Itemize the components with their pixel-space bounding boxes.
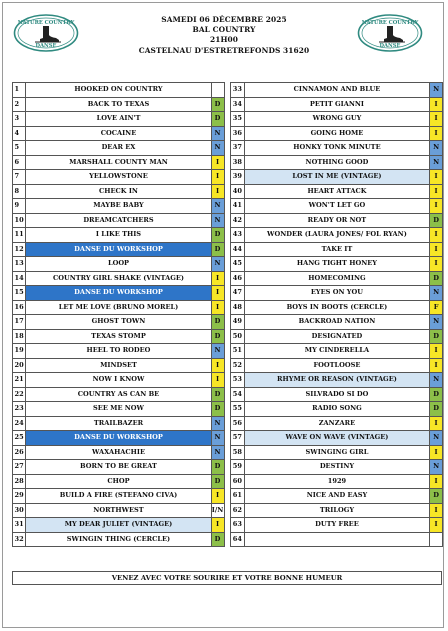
table-row	[13, 126, 443, 141]
song-number: 8	[13, 184, 26, 199]
song-title: DANSE DU WORKSHOP	[26, 286, 211, 301]
table-row	[13, 431, 443, 446]
dance-level: I	[211, 184, 224, 199]
song-number: 44	[231, 242, 244, 257]
song-title: RHYME OR REASON (VINTAGE)	[244, 373, 429, 388]
column-spacer	[224, 155, 231, 170]
song-number: 16	[13, 300, 26, 315]
song-number: 41	[231, 199, 244, 214]
dance-level: N	[430, 315, 443, 330]
table-row	[13, 503, 443, 518]
dance-level: I	[430, 474, 443, 489]
song-number: 33	[231, 83, 244, 98]
dance-level: N	[211, 416, 224, 431]
song-number: 47	[231, 286, 244, 301]
song-number: 58	[231, 445, 244, 460]
column-spacer	[224, 431, 231, 446]
table-row	[13, 532, 443, 547]
dance-level: I	[430, 126, 443, 141]
dance-level: I	[211, 358, 224, 373]
song-title: 1929	[244, 474, 429, 489]
song-title: TRAILBAZER	[26, 416, 211, 431]
song-title: MINDSET	[26, 358, 211, 373]
song-title: ZANZARE	[244, 416, 429, 431]
song-number: 61	[231, 489, 244, 504]
song-title: COUNTRY GIRL SHAKE (VINTAGE)	[26, 271, 211, 286]
column-spacer	[224, 489, 231, 504]
song-number: 4	[13, 126, 26, 141]
dance-level: N	[211, 431, 224, 446]
column-spacer	[224, 402, 231, 417]
song-number: 17	[13, 315, 26, 330]
song-title: TRILOGY	[244, 503, 429, 518]
song-number: 22	[13, 387, 26, 402]
dance-level: N	[430, 83, 443, 98]
dance-level: I	[211, 518, 224, 533]
dance-level	[211, 83, 224, 98]
column-spacer	[224, 329, 231, 344]
song-number: 45	[231, 257, 244, 272]
column-spacer	[224, 83, 231, 98]
song-number: 7	[13, 170, 26, 185]
dance-level: I	[430, 228, 443, 243]
song-number: 64	[231, 532, 244, 547]
dance-level: I	[430, 503, 443, 518]
column-spacer	[224, 474, 231, 489]
song-number: 6	[13, 155, 26, 170]
dance-level: I	[211, 155, 224, 170]
logo-text-bottom: DANSE	[379, 43, 401, 49]
song-number: 39	[231, 170, 244, 185]
column-spacer	[224, 112, 231, 127]
song-number: 53	[231, 373, 244, 388]
column-spacer	[224, 344, 231, 359]
dance-level: N	[211, 257, 224, 272]
dance-level: I	[430, 97, 443, 112]
dance-level: I	[430, 170, 443, 185]
song-number: 38	[231, 155, 244, 170]
dance-level: D	[430, 329, 443, 344]
song-title: WAXAHACHIE	[26, 445, 211, 460]
song-title: RADIO SONG	[244, 402, 429, 417]
table-row	[13, 416, 443, 431]
song-title: LOVE AIN'T	[26, 112, 211, 127]
song-number: 40	[231, 184, 244, 199]
table-row	[13, 228, 443, 243]
song-number: 31	[13, 518, 26, 533]
event-time: 21H00	[209, 35, 239, 45]
column-spacer	[224, 199, 231, 214]
dance-level: I	[430, 344, 443, 359]
song-title: BORN TO BE GREAT	[26, 460, 211, 475]
table-row	[13, 402, 443, 417]
column-spacer	[224, 213, 231, 228]
table-row	[13, 184, 443, 199]
song-title: READY OR NOT	[244, 213, 429, 228]
dance-level: D	[430, 402, 443, 417]
table-row	[13, 199, 443, 214]
column-spacer	[224, 503, 231, 518]
song-title: CHOP	[26, 474, 211, 489]
dance-level: D	[211, 329, 224, 344]
column-spacer	[224, 315, 231, 330]
table-row	[13, 257, 443, 272]
song-title: MAYBE BABY	[26, 199, 211, 214]
song-title: BOYS IN BOOTS (CERCLE)	[244, 300, 429, 315]
song-title: DANSE DU WORKSHOP	[26, 242, 211, 257]
dance-level: I	[211, 170, 224, 185]
dance-level: N	[430, 460, 443, 475]
song-title: LOST IN ME (VINTAGE)	[244, 170, 429, 185]
table-row	[13, 344, 443, 359]
dance-level: D	[430, 489, 443, 504]
song-title: WAVE ON WAVE (VINTAGE)	[244, 431, 429, 446]
table-row	[13, 300, 443, 315]
song-title: NOW I KNOW	[26, 373, 211, 388]
column-spacer	[224, 416, 231, 431]
song-title: DEAR EX	[26, 141, 211, 156]
table-row	[13, 460, 443, 475]
song-number: 34	[231, 97, 244, 112]
song-title: LET ME LOVE (BRUNO MOREL)	[26, 300, 211, 315]
dance-level: I	[211, 271, 224, 286]
song-number: 57	[231, 431, 244, 446]
dance-level: N	[211, 445, 224, 460]
song-number: 56	[231, 416, 244, 431]
song-number: 43	[231, 228, 244, 243]
song-title: NOTHING GOOD	[244, 155, 429, 170]
song-title: HEART ATTACK	[244, 184, 429, 199]
column-spacer	[224, 257, 231, 272]
dance-level: N	[211, 213, 224, 228]
song-number: 5	[13, 141, 26, 156]
song-number: 19	[13, 344, 26, 359]
dance-level: N	[211, 141, 224, 156]
song-title: HOMECOMING	[244, 271, 429, 286]
dance-level: I/N	[211, 503, 224, 518]
song-title: BUILD A FIRE (STEFANO CIVA)	[26, 489, 211, 504]
song-title: COUNTRY AS CAN BE	[26, 387, 211, 402]
song-title: WONDER (LAURA JONES/ FOL RYAN)	[244, 228, 429, 243]
song-number: 60	[231, 474, 244, 489]
column-spacer	[224, 445, 231, 460]
song-number: 59	[231, 460, 244, 475]
table-row	[13, 373, 443, 388]
dance-program-table	[12, 82, 443, 547]
dance-level: N	[430, 373, 443, 388]
song-number: 12	[13, 242, 26, 257]
dance-level: I	[430, 199, 443, 214]
song-number: 10	[13, 213, 26, 228]
dance-level: I	[430, 416, 443, 431]
song-number: 62	[231, 503, 244, 518]
song-title: YELLOWSTONE	[26, 170, 211, 185]
table-row	[13, 387, 443, 402]
song-number: 24	[13, 416, 26, 431]
song-title: CINNAMON AND BLUE	[244, 83, 429, 98]
song-title: GOING HOME	[244, 126, 429, 141]
song-number: 15	[13, 286, 26, 301]
column-spacer	[224, 126, 231, 141]
table-row	[13, 271, 443, 286]
dance-level: D	[211, 474, 224, 489]
column-spacer	[224, 460, 231, 475]
dance-level: N	[211, 126, 224, 141]
song-number: 26	[13, 445, 26, 460]
song-title: BACKROAD NATION	[244, 315, 429, 330]
song-title: NICE AND EASY	[244, 489, 429, 504]
dance-level: D	[211, 402, 224, 417]
dance-level: D	[211, 97, 224, 112]
table-row	[13, 518, 443, 533]
song-title: PETIT GIANNI	[244, 97, 429, 112]
table-row	[13, 358, 443, 373]
song-number: 23	[13, 402, 26, 417]
song-number: 14	[13, 271, 26, 286]
song-title: GHOST TOWN	[26, 315, 211, 330]
dance-level: D	[211, 387, 224, 402]
song-title: WON'T LET GO	[244, 199, 429, 214]
dance-level: N	[430, 286, 443, 301]
event-date: SAMEDI 06 DÉCEMBRE 2025	[161, 15, 287, 24]
dance-level: D	[211, 315, 224, 330]
dance-level: I	[430, 112, 443, 127]
column-spacer	[224, 300, 231, 315]
song-number: 54	[231, 387, 244, 402]
song-number: 50	[231, 329, 244, 344]
dance-level: D	[211, 112, 224, 127]
dance-level: D	[430, 387, 443, 402]
dance-level: I	[211, 286, 224, 301]
table-row	[13, 112, 443, 127]
song-number: 25	[13, 431, 26, 446]
column-spacer	[224, 271, 231, 286]
event-title: BAL COUNTRY	[192, 25, 256, 35]
song-title: DESIGNATED	[244, 329, 429, 344]
dance-level: I	[430, 257, 443, 272]
song-number: 49	[231, 315, 244, 330]
song-title: DANSE DU WORKSHOP	[26, 431, 211, 446]
dance-level: N	[211, 344, 224, 359]
event-location: CASTELNAU D'ESTRETREFONDS 31620	[138, 45, 310, 55]
column-spacer	[224, 387, 231, 402]
song-number: 20	[13, 358, 26, 373]
table-row	[13, 445, 443, 460]
song-title: BACK TO TEXAS	[26, 97, 211, 112]
column-spacer	[224, 170, 231, 185]
table-row	[13, 83, 443, 98]
song-title: EYES ON YOU	[244, 286, 429, 301]
dance-level: N	[430, 431, 443, 446]
song-title: SILVRADO SI DO	[244, 387, 429, 402]
table-row	[13, 242, 443, 257]
dance-level: I	[430, 242, 443, 257]
song-number: 18	[13, 329, 26, 344]
dance-level: I	[430, 518, 443, 533]
song-number: 55	[231, 402, 244, 417]
program-sheet	[2, 2, 444, 628]
column-spacer	[224, 358, 231, 373]
song-title: I LIKE THIS	[26, 228, 211, 243]
song-number: 2	[13, 97, 26, 112]
song-title: DUTY FREE	[244, 518, 429, 533]
dance-level: N	[211, 199, 224, 214]
dance-level: N	[430, 155, 443, 170]
song-number: 30	[13, 503, 26, 518]
song-title: WRONG GUY	[244, 112, 429, 127]
dance-level: I	[430, 184, 443, 199]
song-number: 63	[231, 518, 244, 533]
dance-level: D	[211, 242, 224, 257]
table-row	[13, 489, 443, 504]
dance-level: D	[211, 228, 224, 243]
column-spacer	[224, 373, 231, 388]
song-number: 21	[13, 373, 26, 388]
song-title: COCAINE	[26, 126, 211, 141]
song-title: NORTHWEST	[26, 503, 211, 518]
song-number: 28	[13, 474, 26, 489]
song-title: HANG TIGHT HONEY	[244, 257, 429, 272]
song-title: MARSHALL COUNTY MAN	[26, 155, 211, 170]
song-number: 46	[231, 271, 244, 286]
song-number: 29	[13, 489, 26, 504]
song-title	[244, 532, 429, 547]
song-number: 13	[13, 257, 26, 272]
song-title: CHECK IN	[26, 184, 211, 199]
song-number: 42	[231, 213, 244, 228]
column-spacer	[224, 242, 231, 257]
song-title: HONKY TONK MINUTE	[244, 141, 429, 156]
dance-level	[430, 532, 443, 547]
song-number: 27	[13, 460, 26, 475]
table-row	[13, 141, 443, 156]
logo-text-top: NATURE COUNTRY	[17, 20, 75, 26]
table-row	[13, 474, 443, 489]
dance-level: I	[211, 300, 224, 315]
song-number: 37	[231, 141, 244, 156]
song-number: 35	[231, 112, 244, 127]
song-number: 9	[13, 199, 26, 214]
dance-level: D	[430, 213, 443, 228]
logo-text-top: NATURE COUNTRY	[361, 20, 419, 26]
table-row	[13, 213, 443, 228]
dance-level: D	[211, 460, 224, 475]
song-title: HEEL TO RODEO	[26, 344, 211, 359]
table-row	[13, 286, 443, 301]
column-spacer	[224, 228, 231, 243]
dance-level: D	[430, 271, 443, 286]
dance-level: N	[430, 141, 443, 156]
dance-level: I	[430, 358, 443, 373]
footer-message: VENEZ AVEC VOTRE SOURIRE ET VOTRE BONNE HUMEUR	[12, 571, 442, 585]
song-title: FOOTLOOSE	[244, 358, 429, 373]
column-spacer	[224, 97, 231, 112]
song-title: DREAMCATCHERS	[26, 213, 211, 228]
song-title: TAKE IT	[244, 242, 429, 257]
song-title: SEE ME NOW	[26, 402, 211, 417]
dance-level: I	[430, 445, 443, 460]
song-number: 32	[13, 532, 26, 547]
song-number: 11	[13, 228, 26, 243]
table-row	[13, 97, 443, 112]
song-title: MY DEAR JULIET (VINTAGE)	[26, 518, 211, 533]
table-row	[13, 155, 443, 170]
column-spacer	[224, 184, 231, 199]
dance-level: I	[211, 373, 224, 388]
song-title: SWINGING GIRL	[244, 445, 429, 460]
song-title: DESTINY	[244, 460, 429, 475]
song-number: 52	[231, 358, 244, 373]
song-number: 1	[13, 83, 26, 98]
table-row	[13, 329, 443, 344]
dance-level: D	[211, 532, 224, 547]
column-spacer	[224, 532, 231, 547]
event-header	[3, 15, 445, 56]
song-title: SWINGIN THING (CERCLE)	[26, 532, 211, 547]
column-spacer	[224, 286, 231, 301]
song-number: 3	[13, 112, 26, 127]
song-number: 48	[231, 300, 244, 315]
song-title: TEXAS STOMP	[26, 329, 211, 344]
dance-level: F	[430, 300, 443, 315]
song-title: MY CINDERELLA	[244, 344, 429, 359]
logo-text-bottom: DANSE	[35, 43, 57, 49]
dance-level: I	[211, 489, 224, 504]
song-number: 36	[231, 126, 244, 141]
song-number: 51	[231, 344, 244, 359]
song-title: HOOKED ON COUNTRY	[26, 83, 211, 98]
column-spacer	[224, 518, 231, 533]
song-title: LOOP	[26, 257, 211, 272]
column-spacer	[224, 141, 231, 156]
table-row	[13, 315, 443, 330]
table-row	[13, 170, 443, 185]
